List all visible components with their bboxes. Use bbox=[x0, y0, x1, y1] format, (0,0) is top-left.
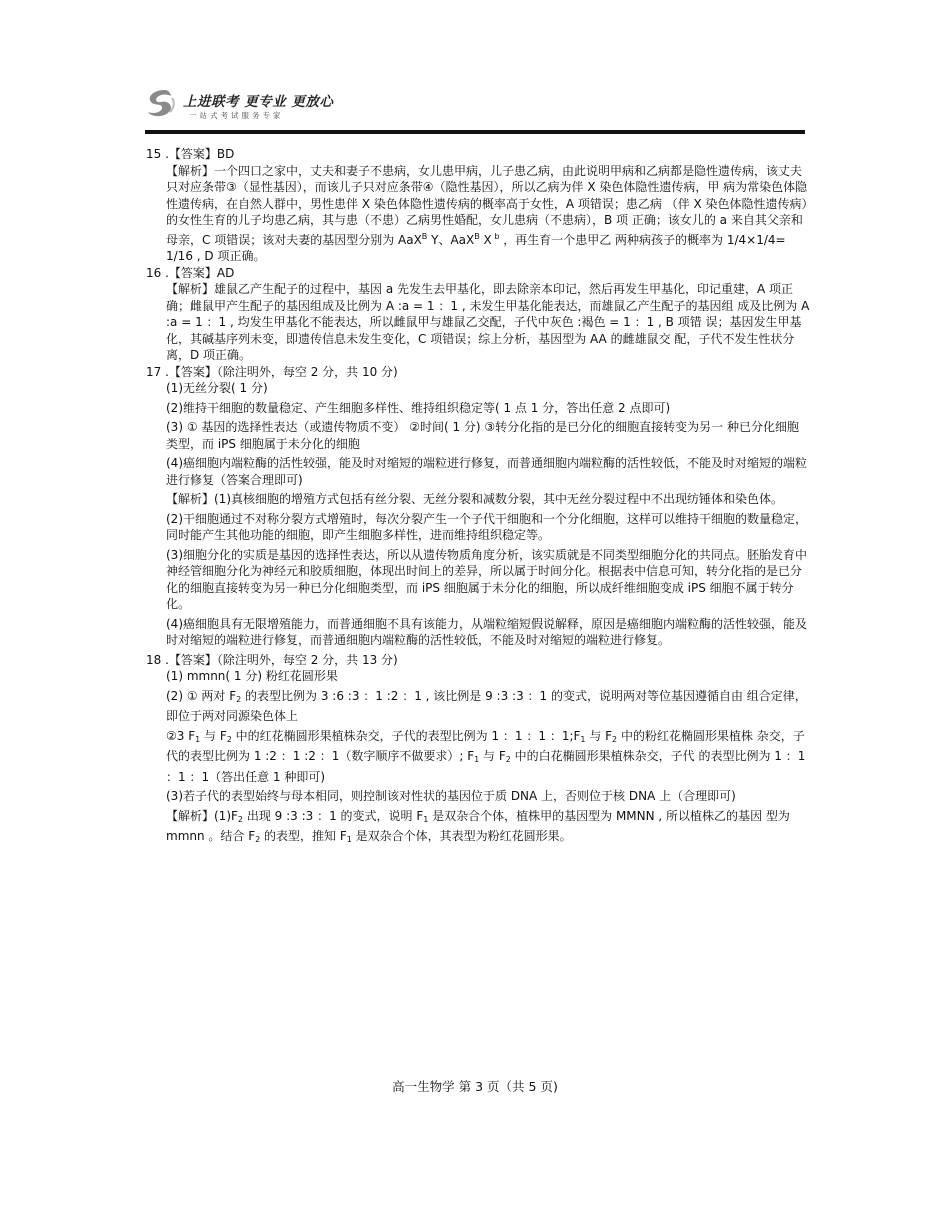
brand-logo-icon bbox=[145, 88, 177, 118]
q18-answer: 18 .【答案】（除注明外，每空 2 分，共 13 分) bbox=[146, 652, 398, 667]
q17-analysis-3: (3)细胞分化的实质是基因的选择性表达，所以从遗传物质角度分析，该实质就是不同类型细胞分化的共同点。胚胎发育中神经管细胞分化为神经元和胶质细胞，体现出时间上的差异，所以属于时间分化。根据表中信息可知，转分化指的是已分化的细胞直接转变为另一种已分化细胞类型，而 iPS 细胞属于未分化的细胞，所以成纤维细胞变成 iPS 细胞不属于转分化。 bbox=[166, 547, 808, 611]
q17-item-2: (2)维持干细胞的数量稳定、产生细胞多样性、维持组织稳定等( 1 点 1 分，答出任意 2 点即可) bbox=[166, 400, 671, 415]
q18-item-3: ②3 $F_1$ 与 $F_2$ 中的红花椭圆形果植株杂交，子代的表型比例为 1 ：1 ：1 ：$1;F_1$ 与 $F_2$ 中的粉红花椭圆形果植株 杂交，子代的表型比例为 1 :2 ：1 :2 ：1（数字顺序不做要求）; $F_1$ 与 $F_2$ 中的白花椭圆形果植株杂交，子代 的表型比例为 1 ：1 ：1 ：1（答出任意 1 种即可) bbox=[166, 728, 806, 784]
q15-answer: 15 .【答案】BD bbox=[146, 147, 235, 161]
q17-item-4: (4)癌细胞内端粒酶的活性较强，能及时对缩短的端粒进行修复，而普通细胞内端粒酶的活性较低，不能及时对缩短的端粒进行修复（答案合理即可) bbox=[166, 456, 808, 487]
page-header bbox=[145, 80, 805, 136]
q17-analysis-1: 【解析】(1)真核细胞的增殖方式包括有丝分裂、无丝分裂和减数分裂，其中无丝分裂过程中不出现纺锤体和染色体。 bbox=[166, 492, 784, 506]
q18-item-4: (3)若子代的表型始终与母本相同，则控制该对性状的基因位于质 DNA 上，否则位于核 DNA 上（合理即可) bbox=[166, 789, 736, 803]
q18-item-2: (2) ① 两对 $F_2$ 的表型比例为 3 :6 :3 ：1 :2 ：1 , 该比例是 9 :3 :3 ：1 的变式，说明两对等位基因遵循自由 组合定律，即位于两对同源染色体上 bbox=[166, 688, 807, 723]
q17-item-3: (3) ① 基因的选择性表达（或遗传物质不变） ②时间( 1 分) ③转分化指的是已分化的细胞直接转变为另一 种已分化细胞类型，而 iPS 细胞属于未分化的细胞 bbox=[166, 420, 799, 451]
q17-item-1: (1)无丝分裂( 1 分) bbox=[166, 381, 268, 395]
header-divider bbox=[145, 130, 805, 134]
q18-analysis-1: 【解析】$(1)F_2$ 出现 9 :3 :3 ：1 的变式，说明 $F_1$ 是双杂合个体，植株甲的基因型为 MMNN , 所以植株乙的基因 型为 mmnn 。结合 $F_2$ 的表型，推知 $F_1$ 是双杂合个体，其表型为粉红花圆形果。 bbox=[166, 808, 790, 844]
q17-answer: 17 .【答案】（除注明外，每空 2 分，共 10 分) bbox=[146, 364, 398, 379]
page-footer: 高一生物学 第 3 页（共 5 页) bbox=[392, 1079, 558, 1094]
q18-item-1: (1) mmnn( 1 分) 粉红花圆形果 bbox=[166, 669, 338, 683]
q17-analysis-2: (2)干细胞通过不对称分裂方式增殖时，每次分裂产生一个子代干细胞和一个分化细胞，这样可以维持干细胞的数量稳定，同时能产生其他功能的细胞，即产生细胞多样性，进而维持组织稳定等。 bbox=[166, 511, 808, 542]
brand-subtitle: 一站式考试服务专家 bbox=[189, 111, 284, 120]
answer-content bbox=[146, 146, 810, 852]
q17-analysis-4: (4)癌细胞具有无限增殖能力，而普通细胞不具有该能力，从端粒缩短假说解释，原因是癌细胞内端粒酶的活性较强，能及时对缩短的端粒进行修复，而普通细胞内端粒酶的活性较低，不能及时对缩短的端粒进行修复。 bbox=[166, 616, 808, 647]
q16-analysis: 【解析】雄鼠乙产生配子的过程中，基因 a 先发生去甲基化，即去除亲本印记，然后再发生甲基化，印记重建，A 项正确；雌鼠甲产生配子的基因组成及比例为 A :a = 1 ：1 , 未发生甲基化能表达，而雄鼠乙产生配子的基因组 成及比例为 A :a = 1 ：1 , 均发生甲基化不能表达，所以雌鼠甲与雄鼠乙交配，子代中灰色 :褐色 = 1 ：1 , B 项错 误；基因发生甲基化，其碱基序列未变，即遗传信息未发生变化，C 项错误；综上分析，基因型为 AA 的雌雄鼠交 配，子代不发生性状分离，D 项正确。 bbox=[166, 282, 810, 362]
q15-analysis: 【解析】一个四口之家中，丈夫和妻子不患病，女儿患甲病，儿子患乙病，由此说明甲病和乙病都是隐性遗传病，该丈夫只对应条带③（显性基因），而该儿子只对应条带④（隐性基因），所以乙病为伴 X 染色体隐性遗传病，甲 病为常染色体隐性遗传病，在自然人群中，男性患伴 X 染色体隐性遗传病的概率高于女性，A 项错误；患乙病 （伴 X 染色体隐性遗传病）的女性生育的儿子均患乙病，其与患（不患）乙病男性婚配，女儿患病（不患病），B 项 正确；该女儿的 a 来自其父亲和母亲，C 项错误；该对夫妻的基因型分别为 AaX$^B$ Y、AaX$^B$ X $^b$ ，再生育一个患甲乙 两种病孩子的概率为 1/4×1/4= 1/16 , D 项正确。 bbox=[166, 163, 808, 263]
q16-answer: 16 .【答案】AD bbox=[146, 265, 235, 280]
brand-title: 上进联考 更专业 更放心 bbox=[183, 94, 334, 110]
